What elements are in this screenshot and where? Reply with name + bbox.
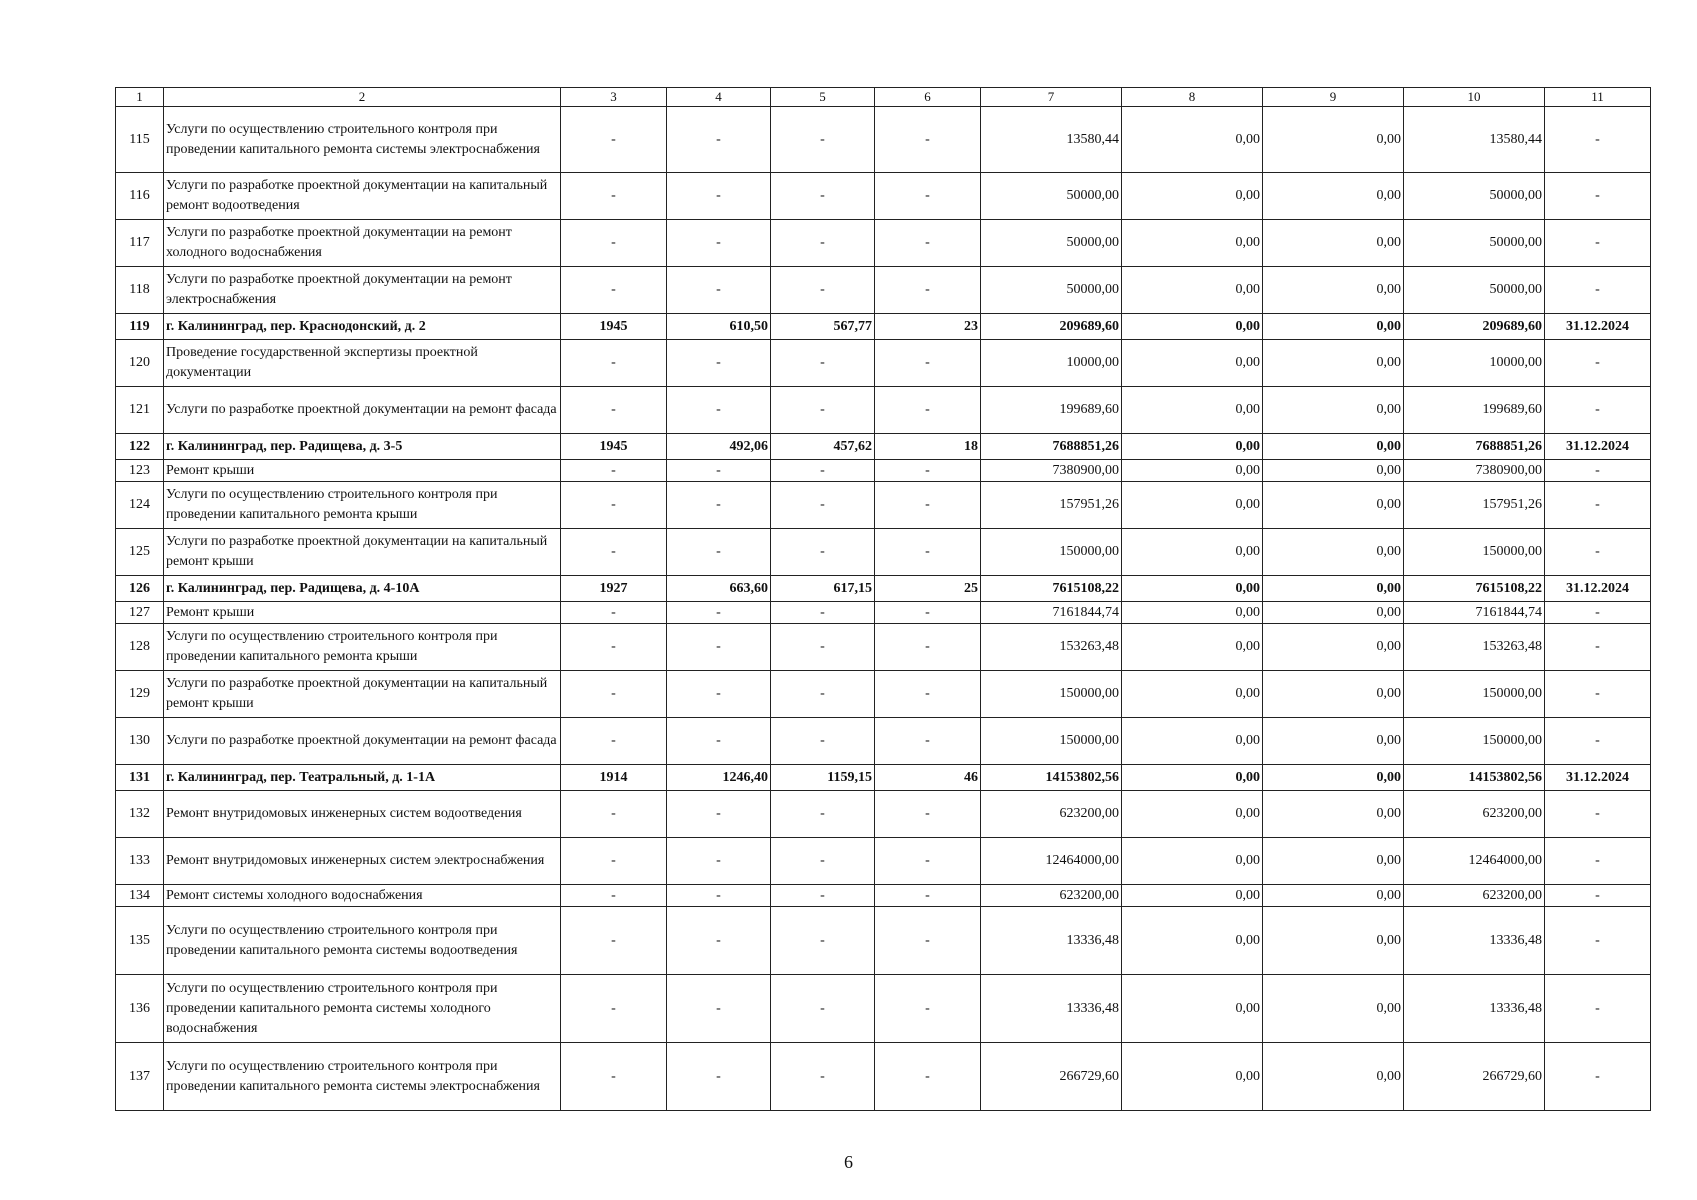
cell-col-6: - xyxy=(875,624,981,671)
table-row xyxy=(116,975,1651,1043)
cell-col-5: 617,15 xyxy=(771,576,875,602)
cell-col-9: 0,00 xyxy=(1263,907,1404,975)
cell-col-6: - xyxy=(875,173,981,220)
table-row xyxy=(116,267,1651,314)
cell-col-5: - xyxy=(771,173,875,220)
cell-col-5: - xyxy=(771,885,875,907)
table-row xyxy=(116,624,1651,671)
cell-col-8: 0,00 xyxy=(1122,975,1263,1043)
cell-col-6: - xyxy=(875,1043,981,1111)
cell-col-3: - xyxy=(561,173,667,220)
table-row xyxy=(116,838,1651,885)
work-name-cell: Ремонт внутридомовых инженерных систем водоотведения xyxy=(164,791,561,838)
row-number-cell: 136 xyxy=(116,975,164,1043)
cell-col-8: 0,00 xyxy=(1122,765,1263,791)
table-row xyxy=(116,791,1651,838)
cell-col-5: - xyxy=(771,529,875,576)
column-number: 11 xyxy=(1545,88,1651,107)
cell-col-6: - xyxy=(875,220,981,267)
row-number-cell: 115 xyxy=(116,107,164,173)
cell-col-6: 46 xyxy=(875,765,981,791)
cell-col-3: - xyxy=(561,838,667,885)
cell-col-9: 0,00 xyxy=(1263,576,1404,602)
cell-col-10: 153263,48 xyxy=(1404,624,1545,671)
cell-col-4: - xyxy=(667,220,771,267)
cell-col-11: - xyxy=(1545,838,1651,885)
work-name-cell: Услуги по осуществлению строительного контроля при проведении капитального ремонта крыши xyxy=(164,482,561,529)
work-name-cell: г. Калининград, пер. Радищева, д. 4-10А xyxy=(164,576,561,602)
work-name-cell: Услуги по разработке проектной документации на капитальный ремонт крыши xyxy=(164,671,561,718)
row-number-cell: 137 xyxy=(116,1043,164,1111)
cell-col-6: - xyxy=(875,791,981,838)
cell-col-4: 492,06 xyxy=(667,434,771,460)
cell-col-8: 0,00 xyxy=(1122,107,1263,173)
cell-col-9: 0,00 xyxy=(1263,267,1404,314)
row-number-cell: 121 xyxy=(116,387,164,434)
cell-col-9: 0,00 xyxy=(1263,975,1404,1043)
cell-col-7: 7615108,22 xyxy=(981,576,1122,602)
cell-col-7: 7161844,74 xyxy=(981,602,1122,624)
cell-col-8: 0,00 xyxy=(1122,482,1263,529)
column-number: 1 xyxy=(116,88,164,107)
cell-col-4: 663,60 xyxy=(667,576,771,602)
cell-col-6: 25 xyxy=(875,576,981,602)
work-name-cell: г. Калининград, пер. Краснодонский, д. 2 xyxy=(164,314,561,340)
column-number: 9 xyxy=(1263,88,1404,107)
row-number-cell: 125 xyxy=(116,529,164,576)
cell-col-5: 1159,15 xyxy=(771,765,875,791)
cell-col-10: 10000,00 xyxy=(1404,340,1545,387)
cell-col-3: - xyxy=(561,624,667,671)
cell-col-6: - xyxy=(875,838,981,885)
cell-col-7: 12464000,00 xyxy=(981,838,1122,885)
row-number-cell: 116 xyxy=(116,173,164,220)
cell-col-6: - xyxy=(875,975,981,1043)
column-number: 4 xyxy=(667,88,771,107)
cell-col-4: - xyxy=(667,671,771,718)
cell-col-8: 0,00 xyxy=(1122,387,1263,434)
cell-col-3: - xyxy=(561,220,667,267)
work-name-cell: Услуги по осуществлению строительного контроля при проведении капитального ремонта системы холодного водоснабжения xyxy=(164,975,561,1043)
cell-col-5: 567,77 xyxy=(771,314,875,340)
cell-col-3: - xyxy=(561,671,667,718)
cell-col-8: 0,00 xyxy=(1122,529,1263,576)
cell-col-10: 14153802,56 xyxy=(1404,765,1545,791)
cell-col-10: 157951,26 xyxy=(1404,482,1545,529)
work-name-cell: Услуги по осуществлению строительного контроля при проведении капитального ремонта крыши xyxy=(164,624,561,671)
cell-col-11: - xyxy=(1545,602,1651,624)
address-row xyxy=(116,434,1651,460)
cell-col-5: - xyxy=(771,267,875,314)
cell-col-7: 153263,48 xyxy=(981,624,1122,671)
cell-col-7: 13580,44 xyxy=(981,107,1122,173)
cell-col-7: 150000,00 xyxy=(981,671,1122,718)
column-number: 5 xyxy=(771,88,875,107)
cell-col-4: - xyxy=(667,340,771,387)
work-name-cell: Услуги по осуществлению строительного контроля при проведении капитального ремонта системы электроснабжения xyxy=(164,107,561,173)
cell-col-11: - xyxy=(1545,718,1651,765)
table-row xyxy=(116,602,1651,624)
cell-col-10: 13580,44 xyxy=(1404,107,1545,173)
cell-col-10: 150000,00 xyxy=(1404,718,1545,765)
cell-col-8: 0,00 xyxy=(1122,838,1263,885)
column-number: 6 xyxy=(875,88,981,107)
cell-col-4: - xyxy=(667,718,771,765)
cell-col-7: 50000,00 xyxy=(981,220,1122,267)
address-row xyxy=(116,765,1651,791)
cell-col-6: - xyxy=(875,387,981,434)
column-number: 8 xyxy=(1122,88,1263,107)
cell-col-4: - xyxy=(667,107,771,173)
cell-col-5: - xyxy=(771,387,875,434)
row-number-cell: 132 xyxy=(116,791,164,838)
cell-col-11: 31.12.2024 xyxy=(1545,314,1651,340)
cell-col-5: - xyxy=(771,340,875,387)
cell-col-8: 0,00 xyxy=(1122,314,1263,340)
row-number-cell: 133 xyxy=(116,838,164,885)
table-row xyxy=(116,885,1651,907)
cell-col-4: - xyxy=(667,482,771,529)
column-number-row xyxy=(116,88,1651,107)
address-row xyxy=(116,314,1651,340)
cell-col-10: 50000,00 xyxy=(1404,173,1545,220)
cell-col-10: 50000,00 xyxy=(1404,220,1545,267)
work-name-cell: Услуги по осуществлению строительного контроля при проведении капитального ремонта системы электроснабжения xyxy=(164,1043,561,1111)
cell-col-3: - xyxy=(561,107,667,173)
row-number-cell: 117 xyxy=(116,220,164,267)
table-row xyxy=(116,220,1651,267)
cell-col-8: 0,00 xyxy=(1122,718,1263,765)
cell-col-4: 610,50 xyxy=(667,314,771,340)
cell-col-6: - xyxy=(875,907,981,975)
table-row xyxy=(116,173,1651,220)
work-name-cell: Ремонт внутридомовых инженерных систем электроснабжения xyxy=(164,838,561,885)
work-name-cell: Услуги по разработке проектной документации на ремонт электроснабжения xyxy=(164,267,561,314)
cell-col-11: - xyxy=(1545,671,1651,718)
row-number-cell: 124 xyxy=(116,482,164,529)
work-name-cell: г. Калининград, пер. Радищева, д. 3-5 xyxy=(164,434,561,460)
cell-col-11: - xyxy=(1545,267,1651,314)
row-number-cell: 129 xyxy=(116,671,164,718)
cell-col-6: - xyxy=(875,460,981,482)
cell-col-9: 0,00 xyxy=(1263,838,1404,885)
cell-col-3: - xyxy=(561,1043,667,1111)
cell-col-9: 0,00 xyxy=(1263,482,1404,529)
cell-col-10: 209689,60 xyxy=(1404,314,1545,340)
cell-col-7: 199689,60 xyxy=(981,387,1122,434)
cell-col-7: 157951,26 xyxy=(981,482,1122,529)
cell-col-9: 0,00 xyxy=(1263,460,1404,482)
cell-col-5: - xyxy=(771,718,875,765)
cell-col-9: 0,00 xyxy=(1263,718,1404,765)
table-row xyxy=(116,718,1651,765)
cell-col-5: - xyxy=(771,624,875,671)
cell-col-11: - xyxy=(1545,107,1651,173)
work-name-cell: Услуги по разработке проектной документации на ремонт холодного водоснабжения xyxy=(164,220,561,267)
cell-col-5: - xyxy=(771,1043,875,1111)
cell-col-10: 150000,00 xyxy=(1404,529,1545,576)
table-row xyxy=(116,340,1651,387)
cell-col-3: - xyxy=(561,885,667,907)
work-name-cell: Ремонт крыши xyxy=(164,602,561,624)
cell-col-10: 13336,48 xyxy=(1404,975,1545,1043)
cell-col-4: - xyxy=(667,387,771,434)
cell-col-5: - xyxy=(771,975,875,1043)
cell-col-11: - xyxy=(1545,529,1651,576)
cell-col-5: 457,62 xyxy=(771,434,875,460)
column-number: 7 xyxy=(981,88,1122,107)
cell-col-8: 0,00 xyxy=(1122,460,1263,482)
cell-col-6: - xyxy=(875,529,981,576)
cell-col-9: 0,00 xyxy=(1263,1043,1404,1111)
cell-col-3: 1945 xyxy=(561,314,667,340)
cell-col-3: - xyxy=(561,460,667,482)
cell-col-4: - xyxy=(667,173,771,220)
cell-col-8: 0,00 xyxy=(1122,1043,1263,1111)
cell-col-6: - xyxy=(875,885,981,907)
cell-col-5: - xyxy=(771,220,875,267)
cell-col-4: 1246,40 xyxy=(667,765,771,791)
cell-col-4: - xyxy=(667,907,771,975)
address-row xyxy=(116,576,1651,602)
cell-col-10: 13336,48 xyxy=(1404,907,1545,975)
cell-col-11: - xyxy=(1545,460,1651,482)
cell-col-9: 0,00 xyxy=(1263,885,1404,907)
cell-col-11: - xyxy=(1545,907,1651,975)
cell-col-11: - xyxy=(1545,387,1651,434)
cell-col-7: 150000,00 xyxy=(981,718,1122,765)
cell-col-6: - xyxy=(875,602,981,624)
cell-col-10: 199689,60 xyxy=(1404,387,1545,434)
cell-col-5: - xyxy=(771,791,875,838)
table-row xyxy=(116,460,1651,482)
table-row xyxy=(116,529,1651,576)
cell-col-6: - xyxy=(875,718,981,765)
cell-col-11: - xyxy=(1545,1043,1651,1111)
cell-col-5: - xyxy=(771,602,875,624)
cell-col-11: - xyxy=(1545,482,1651,529)
cell-col-9: 0,00 xyxy=(1263,314,1404,340)
cell-col-11: 31.12.2024 xyxy=(1545,765,1651,791)
cell-col-9: 0,00 xyxy=(1263,340,1404,387)
cell-col-5: - xyxy=(771,907,875,975)
cell-col-9: 0,00 xyxy=(1263,602,1404,624)
cell-col-5: - xyxy=(771,482,875,529)
cell-col-9: 0,00 xyxy=(1263,624,1404,671)
row-number-cell: 135 xyxy=(116,907,164,975)
cell-col-8: 0,00 xyxy=(1122,907,1263,975)
cell-col-11: - xyxy=(1545,624,1651,671)
work-name-cell: Услуги по разработке проектной документации на капитальный ремонт крыши xyxy=(164,529,561,576)
cell-col-4: - xyxy=(667,975,771,1043)
cell-col-4: - xyxy=(667,267,771,314)
cell-col-10: 7615108,22 xyxy=(1404,576,1545,602)
cell-col-8: 0,00 xyxy=(1122,624,1263,671)
cell-col-11: 31.12.2024 xyxy=(1545,434,1651,460)
cell-col-4: - xyxy=(667,838,771,885)
row-number-cell: 118 xyxy=(116,267,164,314)
cell-col-10: 7161844,74 xyxy=(1404,602,1545,624)
cell-col-4: - xyxy=(667,602,771,624)
cell-col-9: 0,00 xyxy=(1263,791,1404,838)
cell-col-9: 0,00 xyxy=(1263,107,1404,173)
work-name-cell: Услуги по разработке проектной документации на ремонт фасада xyxy=(164,718,561,765)
column-number: 3 xyxy=(561,88,667,107)
cell-col-8: 0,00 xyxy=(1122,602,1263,624)
cell-col-9: 0,00 xyxy=(1263,671,1404,718)
cell-col-11: - xyxy=(1545,975,1651,1043)
cell-col-7: 50000,00 xyxy=(981,173,1122,220)
row-number-cell: 122 xyxy=(116,434,164,460)
cell-col-9: 0,00 xyxy=(1263,173,1404,220)
cell-col-7: 150000,00 xyxy=(981,529,1122,576)
work-name-cell: г. Калининград, пер. Театральный, д. 1-1А xyxy=(164,765,561,791)
cell-col-10: 7688851,26 xyxy=(1404,434,1545,460)
cell-col-5: - xyxy=(771,460,875,482)
table-row xyxy=(116,387,1651,434)
row-number-cell: 134 xyxy=(116,885,164,907)
cell-col-7: 50000,00 xyxy=(981,267,1122,314)
cell-col-5: - xyxy=(771,838,875,885)
cell-col-3: - xyxy=(561,602,667,624)
cell-col-9: 0,00 xyxy=(1263,220,1404,267)
cell-col-9: 0,00 xyxy=(1263,529,1404,576)
cell-col-3: - xyxy=(561,907,667,975)
row-number-cell: 128 xyxy=(116,624,164,671)
cell-col-8: 0,00 xyxy=(1122,173,1263,220)
work-name-cell: Услуги по осуществлению строительного контроля при проведении капитального ремонта системы водоотведения xyxy=(164,907,561,975)
row-number-cell: 126 xyxy=(116,576,164,602)
cell-col-8: 0,00 xyxy=(1122,340,1263,387)
row-number-cell: 120 xyxy=(116,340,164,387)
works-table xyxy=(115,87,1651,1111)
cell-col-4: - xyxy=(667,460,771,482)
cell-col-5: - xyxy=(771,671,875,718)
work-name-cell: Проведение государственной экспертизы проектной документации xyxy=(164,340,561,387)
cell-col-10: 266729,60 xyxy=(1404,1043,1545,1111)
cell-col-7: 623200,00 xyxy=(981,791,1122,838)
cell-col-7: 623200,00 xyxy=(981,885,1122,907)
cell-col-11: - xyxy=(1545,885,1651,907)
cell-col-3: 1914 xyxy=(561,765,667,791)
cell-col-7: 13336,48 xyxy=(981,907,1122,975)
cell-col-6: - xyxy=(875,671,981,718)
cell-col-8: 0,00 xyxy=(1122,576,1263,602)
work-name-cell: Услуги по разработке проектной документации на капитальный ремонт водоотведения xyxy=(164,173,561,220)
cell-col-11: 31.12.2024 xyxy=(1545,576,1651,602)
cell-col-4: - xyxy=(667,529,771,576)
work-name-cell: Услуги по разработке проектной документации на ремонт фасада xyxy=(164,387,561,434)
cell-col-10: 50000,00 xyxy=(1404,267,1545,314)
table-row xyxy=(116,1043,1651,1111)
row-number-cell: 119 xyxy=(116,314,164,340)
cell-col-11: - xyxy=(1545,173,1651,220)
cell-col-7: 10000,00 xyxy=(981,340,1122,387)
row-number-cell: 127 xyxy=(116,602,164,624)
cell-col-9: 0,00 xyxy=(1263,765,1404,791)
cell-col-3: - xyxy=(561,975,667,1043)
cell-col-3: - xyxy=(561,791,667,838)
cell-col-6: - xyxy=(875,482,981,529)
cell-col-8: 0,00 xyxy=(1122,220,1263,267)
cell-col-7: 14153802,56 xyxy=(981,765,1122,791)
cell-col-3: - xyxy=(561,267,667,314)
work-name-cell: Ремонт крыши xyxy=(164,460,561,482)
cell-col-10: 7380900,00 xyxy=(1404,460,1545,482)
work-name-cell: Ремонт системы холодного водоснабжения xyxy=(164,885,561,907)
cell-col-3: - xyxy=(561,340,667,387)
cell-col-8: 0,00 xyxy=(1122,791,1263,838)
cell-col-10: 12464000,00 xyxy=(1404,838,1545,885)
cell-col-6: - xyxy=(875,267,981,314)
cell-col-6: - xyxy=(875,107,981,173)
cell-col-7: 266729,60 xyxy=(981,1043,1122,1111)
cell-col-5: - xyxy=(771,107,875,173)
cell-col-8: 0,00 xyxy=(1122,434,1263,460)
cell-col-8: 0,00 xyxy=(1122,267,1263,314)
cell-col-7: 209689,60 xyxy=(981,314,1122,340)
cell-col-9: 0,00 xyxy=(1263,387,1404,434)
cell-col-6: 23 xyxy=(875,314,981,340)
cell-col-4: - xyxy=(667,1043,771,1111)
column-number: 2 xyxy=(164,88,561,107)
row-number-cell: 130 xyxy=(116,718,164,765)
cell-col-7: 7688851,26 xyxy=(981,434,1122,460)
column-number: 10 xyxy=(1404,88,1545,107)
cell-col-10: 623200,00 xyxy=(1404,791,1545,838)
table-row xyxy=(116,482,1651,529)
cell-col-4: - xyxy=(667,624,771,671)
cell-col-3: 1945 xyxy=(561,434,667,460)
cell-col-3: - xyxy=(561,718,667,765)
table-row xyxy=(116,907,1651,975)
cell-col-6: - xyxy=(875,340,981,387)
cell-col-11: - xyxy=(1545,340,1651,387)
cell-col-11: - xyxy=(1545,791,1651,838)
cell-col-8: 0,00 xyxy=(1122,885,1263,907)
cell-col-7: 13336,48 xyxy=(981,975,1122,1043)
cell-col-6: 18 xyxy=(875,434,981,460)
cell-col-8: 0,00 xyxy=(1122,671,1263,718)
cell-col-10: 623200,00 xyxy=(1404,885,1545,907)
cell-col-4: - xyxy=(667,885,771,907)
table-row xyxy=(116,107,1651,173)
cell-col-9: 0,00 xyxy=(1263,434,1404,460)
cell-col-4: - xyxy=(667,791,771,838)
cell-col-11: - xyxy=(1545,220,1651,267)
cell-col-10: 150000,00 xyxy=(1404,671,1545,718)
cell-col-3: - xyxy=(561,387,667,434)
cell-col-3: - xyxy=(561,529,667,576)
table-row xyxy=(116,671,1651,718)
row-number-cell: 131 xyxy=(116,765,164,791)
cell-col-7: 7380900,00 xyxy=(981,460,1122,482)
cell-col-3: - xyxy=(561,482,667,529)
row-number-cell: 123 xyxy=(116,460,164,482)
cell-col-3: 1927 xyxy=(561,576,667,602)
page-number: 6 xyxy=(844,1152,853,1172)
